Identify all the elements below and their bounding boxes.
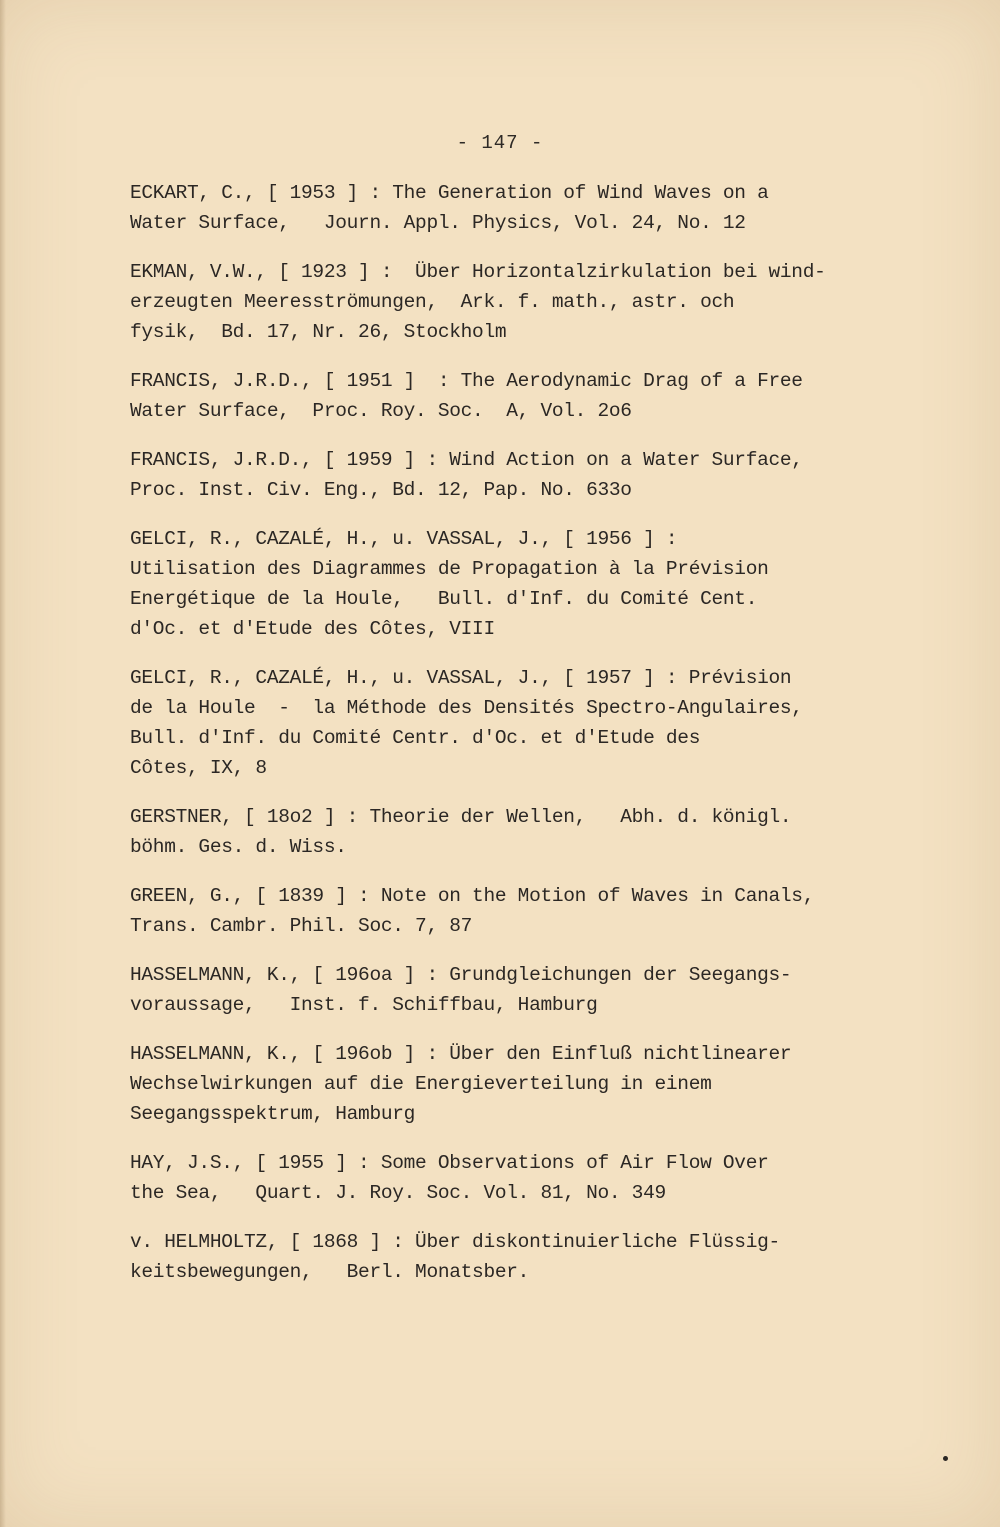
reference-line: GELCI, R., CAZALÉ, H., u. VASSAL, J., [ 1957 ] : Prévision (130, 667, 792, 689)
reference-line: erzeugten Meeresströmungen, Ark. f. math., astr. och (130, 291, 735, 313)
reference-entry-eckart-1953 (130, 178, 870, 238)
reference-line: HAY, J.S., [ 1955 ] : Some Observations of Air Flow Over (130, 1152, 769, 1174)
reference-line: GERSTNER, [ 18o2 ] : Theorie der Wellen, Abh. d. königl. (130, 806, 792, 828)
reference-entry-helmholtz-1868 (130, 1227, 870, 1287)
reference-line: Bull. d'Inf. du Comité Centr. d'Oc. et d'Etude des (130, 727, 701, 749)
reference-line: ECKART, C., [ 1953 ] : The Generation of Wind Waves on a (130, 182, 769, 204)
reference-entry-hay-1955 (130, 1148, 870, 1208)
reference-line: Proc. Inst. Civ. Eng., Bd. 12, Pap. No. 633o (130, 479, 632, 501)
reference-line: Trans. Cambr. Phil. Soc. 7, 87 (130, 915, 473, 937)
reference-line: Water Surface, Journ. Appl. Physics, Vol. 24, No. 12 (130, 212, 746, 234)
reference-line: HASSELMANN, K., [ 196ob ] : Über den Einfluß nichtlinearer (130, 1043, 792, 1065)
reference-entry-hasselmann-1960a (130, 960, 870, 1020)
reference-line: d'Oc. et d'Etude des Côtes, VIII (130, 618, 495, 640)
reference-line: HASSELMANN, K., [ 196oa ] : Grundgleichungen der Seegangs- (130, 964, 792, 986)
reference-line: v. HELMHOLTZ, [ 1868 ] : Über diskontinuierliche Flüssig- (130, 1231, 780, 1253)
reference-line: de la Houle - la Méthode des Densités Spectro-Angulaires, (130, 697, 803, 719)
page-number: - 147 - (456, 132, 544, 154)
reference-line: fysik, Bd. 17, Nr. 26, Stockholm (130, 321, 507, 343)
reference-entry-gerstner-1802 (130, 802, 870, 862)
reference-line: böhm. Ges. d. Wiss. (130, 836, 347, 858)
reference-line: Wechselwirkungen auf die Energieverteilung in einem (130, 1073, 712, 1095)
reference-line: EKMAN, V.W., [ 1923 ] : Über Horizontalzirkulation bei wind- (130, 261, 826, 283)
reference-entry-green-1839 (130, 881, 870, 941)
reference-entry-francis-1951 (130, 366, 870, 426)
reference-line: FRANCIS, J.R.D., [ 1959 ] : Wind Action on a Water Surface, (130, 449, 803, 471)
reference-line: Energétique de la Houle, Bull. d'Inf. du Comité Cent. (130, 588, 758, 610)
reference-line: FRANCIS, J.R.D., [ 1951 ] : The Aerodynamic Drag of a Free (130, 370, 803, 392)
reference-line: GELCI, R., CAZALÉ, H., u. VASSAL, J., [ 1956 ] : (130, 528, 678, 550)
reference-line: keitsbewegungen, Berl. Monatsber. (130, 1261, 530, 1283)
reference-line: GREEN, G., [ 1839 ] : Note on the Motion of Waves in Canals, (130, 885, 815, 907)
reference-line: the Sea, Quart. J. Roy. Soc. Vol. 81, No. 349 (130, 1182, 666, 1204)
reference-entry-ekman-1923 (130, 257, 870, 347)
reference-line: Côtes, IX, 8 (130, 757, 267, 779)
reference-line: Utilisation des Diagrammes de Propagation à la Prévision (130, 558, 769, 580)
reference-entry-gelci-1957 (130, 663, 870, 783)
ink-speck (943, 1456, 948, 1461)
page-edge-shadow (0, 0, 6, 1527)
reference-line: Water Surface, Proc. Roy. Soc. A, Vol. 2o6 (130, 400, 632, 422)
reference-entry-francis-1959 (130, 445, 870, 505)
reference-line: Seegangsspektrum, Hamburg (130, 1103, 416, 1125)
reference-entry-gelci-1956 (130, 524, 870, 644)
reference-list (130, 178, 870, 1306)
reference-line: voraussage, Inst. f. Schiffbau, Hamburg (130, 994, 598, 1016)
reference-entry-hasselmann-1960b (130, 1039, 870, 1129)
